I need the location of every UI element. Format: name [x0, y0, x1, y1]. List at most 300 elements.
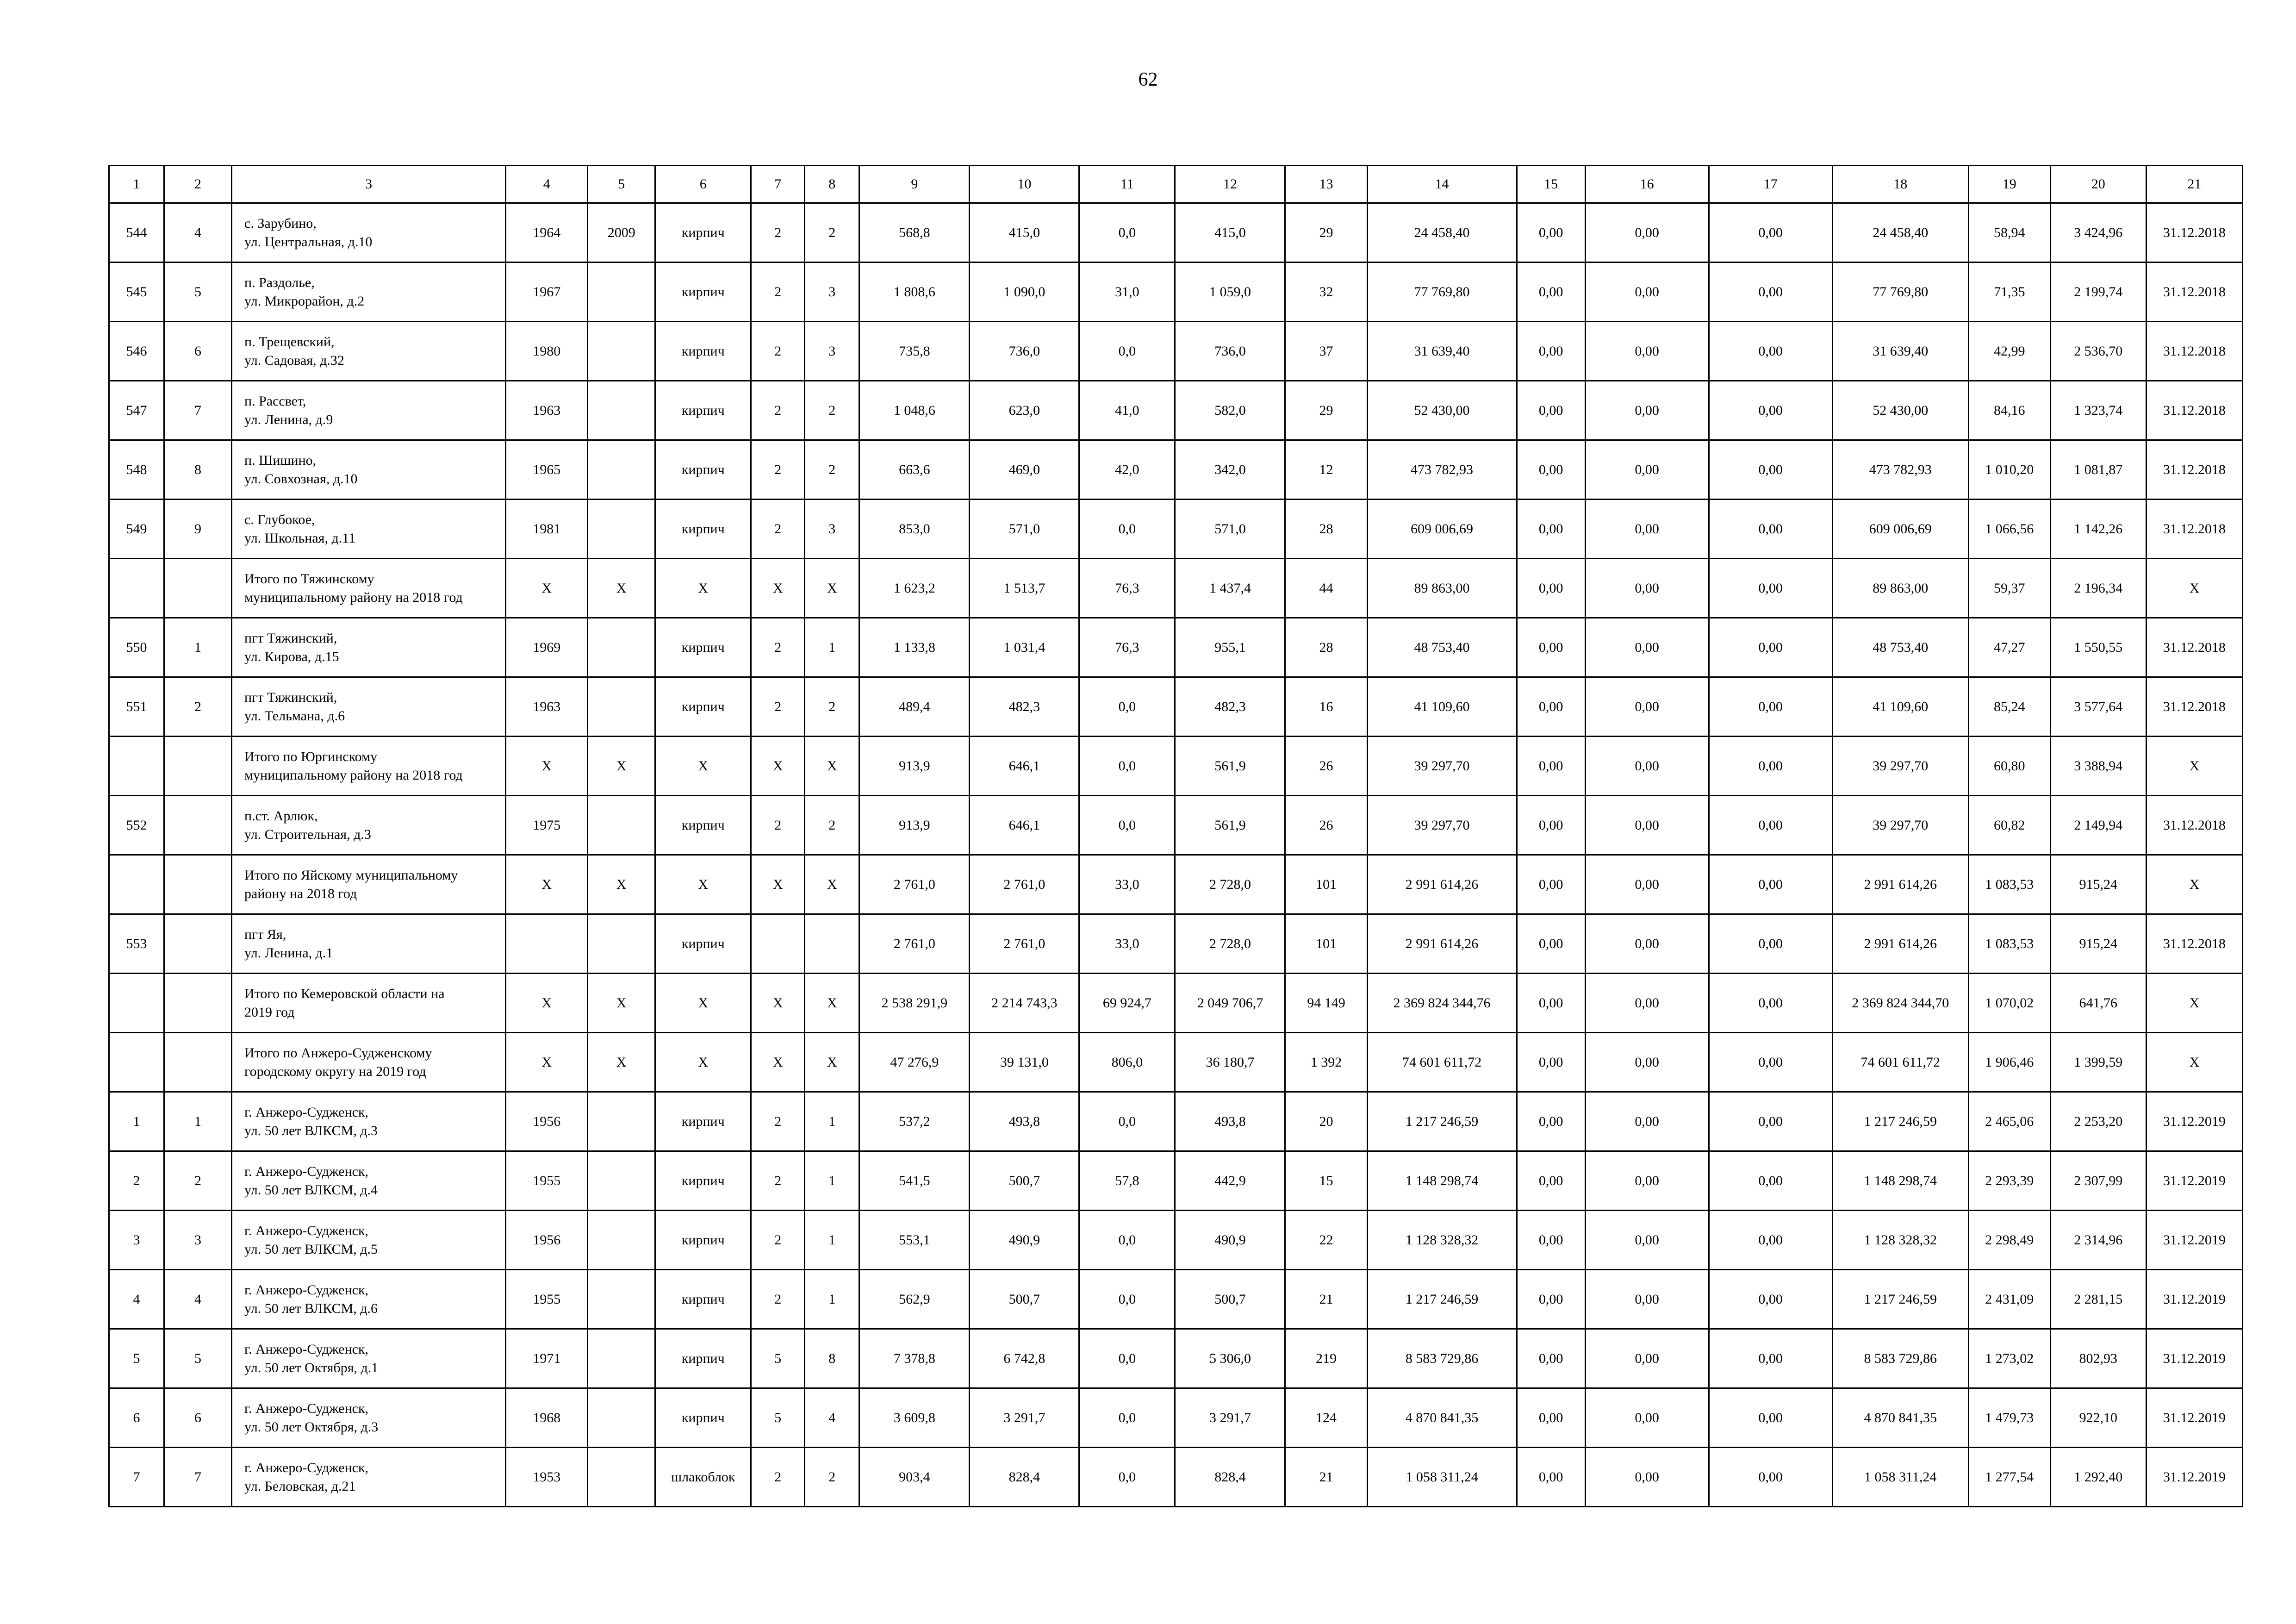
- table-cell-col-14: 8 583 729,86: [1367, 1329, 1517, 1388]
- table-cell-col-14: 39 297,70: [1367, 796, 1517, 855]
- table-cell-col-16: 0,00: [1585, 203, 1709, 262]
- table-cell-col-9: 1 133,8: [859, 618, 970, 677]
- table-row: [109, 914, 2243, 974]
- table-cell-col-6: X: [655, 559, 751, 618]
- table-cell-col-21: X: [2146, 855, 2242, 914]
- table-cell-col-16: 0,00: [1585, 1211, 1709, 1270]
- table-cell-col-6: кирпич: [655, 500, 751, 559]
- table-cell-col-6: кирпич: [655, 677, 751, 737]
- table-cell-col-5: 2009: [588, 203, 655, 262]
- table-cell-col-7: 2: [751, 1151, 805, 1211]
- table-cell-col-19: 1 010,20: [1968, 440, 2050, 500]
- table-row: [109, 1388, 2243, 1448]
- table-cell-col-10: 415,0: [970, 203, 1079, 262]
- table-cell-col-11: 0,0: [1079, 1388, 1175, 1448]
- header-cell-col-4: 4: [506, 166, 588, 203]
- table-cell-col-12: 736,0: [1175, 322, 1285, 381]
- table-cell-col-18: 2 369 824 344,70: [1832, 974, 1968, 1033]
- table-cell-col-12: 2 728,0: [1175, 855, 1285, 914]
- table-cell-col-18: 52 430,00: [1832, 381, 1968, 440]
- table-cell-col-19: 47,27: [1968, 618, 2050, 677]
- table-cell-col-7: 2: [751, 381, 805, 440]
- table-cell-col-16: 0,00: [1585, 381, 1709, 440]
- table-cell-col-8: 2: [805, 381, 859, 440]
- table-cell-col-1: [109, 974, 164, 1033]
- table-cell-col-16: 0,00: [1585, 1448, 1709, 1507]
- table-cell-col-13: 28: [1285, 618, 1367, 677]
- table-cell-col-20: 2 536,70: [2050, 322, 2146, 381]
- table-cell-col-6: X: [655, 855, 751, 914]
- table-cell-col-8: 1: [805, 618, 859, 677]
- table-cell-col-17: 0,00: [1709, 262, 1832, 322]
- table-cell-col-21: 31.12.2018: [2146, 203, 2242, 262]
- table-cell-col-5: [588, 381, 655, 440]
- table-cell-col-17: 0,00: [1709, 1151, 1832, 1211]
- table-cell-col-19: 2 431,09: [1968, 1270, 2050, 1329]
- table-cell-col-1: 1: [109, 1092, 164, 1151]
- table-cell-col-19: 2 293,39: [1968, 1151, 2050, 1211]
- table-cell-col-7: 2: [751, 322, 805, 381]
- table-cell-col-5: [588, 440, 655, 500]
- table-cell-col-10: 493,8: [970, 1092, 1079, 1151]
- table-cell-col-10: 2 761,0: [970, 855, 1079, 914]
- table-row: [109, 1151, 2243, 1211]
- header-cell-col-15: 15: [1517, 166, 1585, 203]
- table-cell-col-17: 0,00: [1709, 974, 1832, 1033]
- table-cell-col-20: 1 142,26: [2050, 500, 2146, 559]
- table-cell-col-15: 0,00: [1517, 1329, 1585, 1388]
- table-cell-col-7: 2: [751, 500, 805, 559]
- table-cell-col-21: 31.12.2019: [2146, 1211, 2242, 1270]
- table-cell-col-9: 568,8: [859, 203, 970, 262]
- table-cell-col-6: кирпич: [655, 1092, 751, 1151]
- table-cell-col-20: 2 196,34: [2050, 559, 2146, 618]
- table-cell-col-16: 0,00: [1585, 262, 1709, 322]
- table-cell-col-21: 31.12.2018: [2146, 500, 2242, 559]
- table-cell-col-9: 3 609,8: [859, 1388, 970, 1448]
- table-cell-col-16: 0,00: [1585, 974, 1709, 1033]
- table-cell-col-8: 2: [805, 1448, 859, 1507]
- table-cell-col-8: 2: [805, 796, 859, 855]
- table-cell-col-4: X: [506, 855, 588, 914]
- table-cell-col-1: 553: [109, 914, 164, 974]
- table-row: [109, 1092, 2243, 1151]
- table-cell-col-21: 31.12.2018: [2146, 381, 2242, 440]
- table-cell-col-7: [751, 914, 805, 974]
- table-cell-col-10: 736,0: [970, 322, 1079, 381]
- table-cell-col-15: 0,00: [1517, 1151, 1585, 1211]
- header-cell-col-11: 11: [1079, 166, 1175, 203]
- table-cell-col-3: Итого по Кемеровской области на 2019 год: [232, 974, 506, 1033]
- table-cell-col-21: 31.12.2018: [2146, 440, 2242, 500]
- table-cell-col-1: 551: [109, 677, 164, 737]
- table-cell-col-21: 31.12.2019: [2146, 1329, 2242, 1388]
- table-cell-col-2: 2: [164, 1151, 232, 1211]
- table-cell-col-20: 915,24: [2050, 855, 2146, 914]
- header-cell-col-20: 20: [2050, 166, 2146, 203]
- table-cell-col-7: X: [751, 737, 805, 796]
- table-cell-col-20: 802,93: [2050, 1329, 2146, 1388]
- table-cell-col-1: 552: [109, 796, 164, 855]
- table-cell-col-1: 548: [109, 440, 164, 500]
- table-cell-col-3: п.ст. Арлюк, ул. Строительная, д.3: [232, 796, 506, 855]
- table-cell-col-19: 60,82: [1968, 796, 2050, 855]
- table-cell-col-19: 1 070,02: [1968, 974, 2050, 1033]
- table-cell-col-7: X: [751, 855, 805, 914]
- table-cell-col-12: 1 437,4: [1175, 559, 1285, 618]
- table-cell-col-16: 0,00: [1585, 677, 1709, 737]
- table-cell-col-11: 41,0: [1079, 381, 1175, 440]
- table-cell-col-6: X: [655, 1033, 751, 1092]
- table-cell-col-20: 3 577,64: [2050, 677, 2146, 737]
- table-cell-col-12: 571,0: [1175, 500, 1285, 559]
- table-cell-col-20: 3 388,94: [2050, 737, 2146, 796]
- table-cell-col-1: [109, 855, 164, 914]
- table-cell-col-15: 0,00: [1517, 914, 1585, 974]
- table-cell-col-1: [109, 737, 164, 796]
- table-cell-col-1: 546: [109, 322, 164, 381]
- table-cell-col-9: 1 808,6: [859, 262, 970, 322]
- table-cell-col-19: 1 277,54: [1968, 1448, 2050, 1507]
- table-cell-col-9: 1 623,2: [859, 559, 970, 618]
- table-cell-col-11: 0,0: [1079, 203, 1175, 262]
- table-cell-col-15: 0,00: [1517, 1448, 1585, 1507]
- table-cell-col-21: X: [2146, 737, 2242, 796]
- table-cell-col-19: 1 479,73: [1968, 1388, 2050, 1448]
- table-row: [109, 322, 2243, 381]
- table-row: [109, 737, 2243, 796]
- table-cell-col-5: [588, 914, 655, 974]
- table-cell-col-12: 482,3: [1175, 677, 1285, 737]
- table-cell-col-20: 641,76: [2050, 974, 2146, 1033]
- table-cell-col-1: 2: [109, 1151, 164, 1211]
- table-cell-col-20: 2 314,96: [2050, 1211, 2146, 1270]
- table-cell-col-18: 2 991 614,26: [1832, 914, 1968, 974]
- table-cell-col-21: 31.12.2018: [2146, 796, 2242, 855]
- table-cell-col-11: 76,3: [1079, 559, 1175, 618]
- header-cell-col-3: 3: [232, 166, 506, 203]
- table-cell-col-18: 2 991 614,26: [1832, 855, 1968, 914]
- table-cell-col-15: 0,00: [1517, 381, 1585, 440]
- table-cell-col-17: 0,00: [1709, 618, 1832, 677]
- header-cell-col-1: 1: [109, 166, 164, 203]
- table-cell-col-3: Итого по Тяжинскому муниципальному району на 2018 год: [232, 559, 506, 618]
- table-cell-col-12: 561,9: [1175, 737, 1285, 796]
- table-cell-col-4: 1967: [506, 262, 588, 322]
- table-cell-col-8: 2: [805, 677, 859, 737]
- table-cell-col-18: 74 601 611,72: [1832, 1033, 1968, 1092]
- table-cell-col-8: 3: [805, 500, 859, 559]
- table-cell-col-8: X: [805, 974, 859, 1033]
- table-header-row: [109, 166, 2243, 203]
- header-cell-col-14: 14: [1367, 166, 1517, 203]
- table-cell-col-8: X: [805, 737, 859, 796]
- table-cell-col-19: 1 273,02: [1968, 1329, 2050, 1388]
- table-cell-col-8: 3: [805, 262, 859, 322]
- table-cell-col-16: 0,00: [1585, 618, 1709, 677]
- register-table: [108, 165, 2243, 1507]
- table-cell-col-7: X: [751, 974, 805, 1033]
- table-cell-col-19: 2 298,49: [1968, 1211, 2050, 1270]
- table-cell-col-11: 0,0: [1079, 1092, 1175, 1151]
- table-cell-col-2: [164, 737, 232, 796]
- table-row: [109, 1448, 2243, 1507]
- table-cell-col-12: 342,0: [1175, 440, 1285, 500]
- table-cell-col-3: п. Раздолье, ул. Микрорайон, д.2: [232, 262, 506, 322]
- table-cell-col-6: шлакоблок: [655, 1448, 751, 1507]
- table-cell-col-15: 0,00: [1517, 1270, 1585, 1329]
- table-cell-col-7: X: [751, 559, 805, 618]
- table-cell-col-17: 0,00: [1709, 322, 1832, 381]
- table-cell-col-4: X: [506, 1033, 588, 1092]
- table-cell-col-21: 31.12.2019: [2146, 1448, 2242, 1507]
- table-cell-col-14: 1 217 246,59: [1367, 1092, 1517, 1151]
- table-cell-col-8: X: [805, 559, 859, 618]
- table-cell-col-2: [164, 796, 232, 855]
- table-cell-col-13: 28: [1285, 500, 1367, 559]
- table-cell-col-20: 1 323,74: [2050, 381, 2146, 440]
- table-cell-col-6: кирпич: [655, 1270, 751, 1329]
- table-cell-col-18: 8 583 729,86: [1832, 1329, 1968, 1388]
- table-cell-col-6: кирпич: [655, 440, 751, 500]
- table-cell-col-4: 1963: [506, 677, 588, 737]
- table-cell-col-7: 2: [751, 262, 805, 322]
- table-cell-col-6: X: [655, 737, 751, 796]
- table-cell-col-1: 547: [109, 381, 164, 440]
- table-cell-col-17: 0,00: [1709, 796, 1832, 855]
- table-cell-col-21: 31.12.2018: [2146, 677, 2242, 737]
- table-cell-col-15: 0,00: [1517, 855, 1585, 914]
- table-cell-col-13: 44: [1285, 559, 1367, 618]
- table-cell-col-16: 0,00: [1585, 1329, 1709, 1388]
- table-cell-col-17: 0,00: [1709, 1211, 1832, 1270]
- table-cell-col-9: 553,1: [859, 1211, 970, 1270]
- table-cell-col-20: 2 307,99: [2050, 1151, 2146, 1211]
- table-cell-col-18: 39 297,70: [1832, 737, 1968, 796]
- table-cell-col-17: 0,00: [1709, 559, 1832, 618]
- table-cell-col-1: 544: [109, 203, 164, 262]
- table-cell-col-5: X: [588, 974, 655, 1033]
- table-cell-col-8: 2: [805, 440, 859, 500]
- table-row: [109, 796, 2243, 855]
- table-cell-col-21: 31.12.2019: [2146, 1388, 2242, 1448]
- table-cell-col-1: 3: [109, 1211, 164, 1270]
- table-cell-col-11: 0,0: [1079, 500, 1175, 559]
- header-cell-col-13: 13: [1285, 166, 1367, 203]
- table-cell-col-11: 0,0: [1079, 322, 1175, 381]
- table-cell-col-13: 29: [1285, 203, 1367, 262]
- table-cell-col-18: 1 217 246,59: [1832, 1092, 1968, 1151]
- table-cell-col-14: 1 217 246,59: [1367, 1270, 1517, 1329]
- table-cell-col-19: 60,80: [1968, 737, 2050, 796]
- table-row: [109, 203, 2243, 262]
- table-cell-col-3: пгт Тяжинский, ул. Кирова, д.15: [232, 618, 506, 677]
- table-cell-col-19: 42,99: [1968, 322, 2050, 381]
- header-cell-col-21: 21: [2146, 166, 2242, 203]
- table-cell-col-18: 609 006,69: [1832, 500, 1968, 559]
- table-cell-col-5: [588, 1211, 655, 1270]
- table-cell-col-6: кирпич: [655, 1211, 751, 1270]
- table-cell-col-18: 24 458,40: [1832, 203, 1968, 262]
- table-cell-col-14: 2 369 824 344,76: [1367, 974, 1517, 1033]
- table-cell-col-10: 2 761,0: [970, 914, 1079, 974]
- table-cell-col-18: 89 863,00: [1832, 559, 1968, 618]
- table-cell-col-4: 1953: [506, 1448, 588, 1507]
- header-cell-col-16: 16: [1585, 166, 1709, 203]
- table-cell-col-13: 21: [1285, 1270, 1367, 1329]
- table-cell-col-20: 2 199,74: [2050, 262, 2146, 322]
- table-cell-col-6: кирпич: [655, 262, 751, 322]
- table-cell-col-7: 5: [751, 1388, 805, 1448]
- table-cell-col-19: 85,24: [1968, 677, 2050, 737]
- table-cell-col-3: г. Анжеро-Судженск, ул. 50 лет ВЛКСМ, д.6: [232, 1270, 506, 1329]
- table-cell-col-16: 0,00: [1585, 440, 1709, 500]
- table-cell-col-3: п. Шишино, ул. Совхозная, д.10: [232, 440, 506, 500]
- table-cell-col-7: 2: [751, 1092, 805, 1151]
- table-cell-col-21: X: [2146, 1033, 2242, 1092]
- table-cell-col-14: 1 148 298,74: [1367, 1151, 1517, 1211]
- table-cell-col-11: 42,0: [1079, 440, 1175, 500]
- table-cell-col-19: 71,35: [1968, 262, 2050, 322]
- table-cell-col-10: 490,9: [970, 1211, 1079, 1270]
- table-cell-col-18: 4 870 841,35: [1832, 1388, 1968, 1448]
- table-cell-col-17: 0,00: [1709, 1092, 1832, 1151]
- table-cell-col-5: [588, 1270, 655, 1329]
- table-cell-col-11: 69 924,7: [1079, 974, 1175, 1033]
- table-cell-col-13: 12: [1285, 440, 1367, 500]
- table-cell-col-10: 1 090,0: [970, 262, 1079, 322]
- table-cell-col-10: 623,0: [970, 381, 1079, 440]
- table-cell-col-11: 0,0: [1079, 796, 1175, 855]
- table-cell-col-18: 1 217 246,59: [1832, 1270, 1968, 1329]
- table-cell-col-9: 913,9: [859, 796, 970, 855]
- table-cell-col-16: 0,00: [1585, 796, 1709, 855]
- table-cell-col-20: 2 253,20: [2050, 1092, 2146, 1151]
- table-cell-col-2: [164, 1033, 232, 1092]
- table-cell-col-1: 550: [109, 618, 164, 677]
- header-cell-col-2: 2: [164, 166, 232, 203]
- table-cell-col-5: X: [588, 737, 655, 796]
- table-cell-col-3: п. Трещевский, ул. Садовая, д.32: [232, 322, 506, 381]
- table-cell-col-5: X: [588, 559, 655, 618]
- table-cell-col-6: кирпич: [655, 914, 751, 974]
- table-cell-col-15: 0,00: [1517, 618, 1585, 677]
- table-cell-col-3: Итого по Анжеро-Судженскому городскому округу на 2019 год: [232, 1033, 506, 1092]
- table-cell-col-7: 2: [751, 1270, 805, 1329]
- table-cell-col-6: кирпич: [655, 1329, 751, 1388]
- page-number: 62: [1138, 69, 1158, 90]
- table-cell-col-8: 3: [805, 322, 859, 381]
- table-cell-col-6: кирпич: [655, 796, 751, 855]
- table-cell-col-12: 1 059,0: [1175, 262, 1285, 322]
- table-cell-col-3: г. Анжеро-Судженск, ул. 50 лет Октября, д.3: [232, 1388, 506, 1448]
- table-cell-col-16: 0,00: [1585, 737, 1709, 796]
- table-cell-col-7: 2: [751, 1211, 805, 1270]
- table-cell-col-9: 537,2: [859, 1092, 970, 1151]
- table-cell-col-18: 77 769,80: [1832, 262, 1968, 322]
- table-cell-col-13: 101: [1285, 855, 1367, 914]
- table-cell-col-1: 5: [109, 1329, 164, 1388]
- table-cell-col-3: с. Глубокое, ул. Школьная, д.11: [232, 500, 506, 559]
- table-cell-col-11: 0,0: [1079, 737, 1175, 796]
- table-cell-col-17: 0,00: [1709, 500, 1832, 559]
- header-cell-col-9: 9: [859, 166, 970, 203]
- table-cell-col-5: [588, 1448, 655, 1507]
- table-cell-col-8: X: [805, 855, 859, 914]
- table-cell-col-17: 0,00: [1709, 203, 1832, 262]
- table-cell-col-16: 0,00: [1585, 1092, 1709, 1151]
- table-cell-col-17: 0,00: [1709, 440, 1832, 500]
- table-cell-col-21: X: [2146, 559, 2242, 618]
- table-cell-col-9: 541,5: [859, 1151, 970, 1211]
- table-cell-col-10: 2 214 743,3: [970, 974, 1079, 1033]
- table-cell-col-16: 0,00: [1585, 855, 1709, 914]
- table-cell-col-17: 0,00: [1709, 914, 1832, 974]
- table-cell-col-5: [588, 1151, 655, 1211]
- table-row: [109, 1329, 2243, 1388]
- header-cell-col-5: 5: [588, 166, 655, 203]
- table-cell-col-14: 24 458,40: [1367, 203, 1517, 262]
- table-cell-col-11: 33,0: [1079, 855, 1175, 914]
- table-cell-col-18: 31 639,40: [1832, 322, 1968, 381]
- table-cell-col-2: 7: [164, 1448, 232, 1507]
- table-cell-col-11: 0,0: [1079, 1329, 1175, 1388]
- table-cell-col-9: 562,9: [859, 1270, 970, 1329]
- table-cell-col-4: X: [506, 974, 588, 1033]
- table-cell-col-2: [164, 974, 232, 1033]
- table-cell-col-7: 2: [751, 1448, 805, 1507]
- table-cell-col-21: 31.12.2018: [2146, 322, 2242, 381]
- table-cell-col-15: 0,00: [1517, 440, 1585, 500]
- table-cell-col-9: 1 048,6: [859, 381, 970, 440]
- table-cell-col-4: X: [506, 559, 588, 618]
- table-cell-col-20: 1 399,59: [2050, 1033, 2146, 1092]
- table-cell-col-13: 15: [1285, 1151, 1367, 1211]
- table-cell-col-2: 7: [164, 381, 232, 440]
- table-cell-col-12: 493,8: [1175, 1092, 1285, 1151]
- table-cell-col-8: 8: [805, 1329, 859, 1388]
- table-cell-col-2: [164, 914, 232, 974]
- table-cell-col-6: кирпич: [655, 203, 751, 262]
- table-cell-col-16: 0,00: [1585, 559, 1709, 618]
- table-cell-col-14: 52 430,00: [1367, 381, 1517, 440]
- table-cell-col-20: 915,24: [2050, 914, 2146, 974]
- table-cell-col-17: 0,00: [1709, 1270, 1832, 1329]
- table-cell-col-10: 646,1: [970, 796, 1079, 855]
- table-cell-col-12: 415,0: [1175, 203, 1285, 262]
- table-cell-col-4: 1980: [506, 322, 588, 381]
- table-cell-col-2: 5: [164, 262, 232, 322]
- table-cell-col-9: 663,6: [859, 440, 970, 500]
- table-cell-col-14: 2 991 614,26: [1367, 855, 1517, 914]
- table-cell-col-10: 500,7: [970, 1151, 1079, 1211]
- table-cell-col-14: 31 639,40: [1367, 322, 1517, 381]
- table-cell-col-15: 0,00: [1517, 559, 1585, 618]
- header-cell-col-6: 6: [655, 166, 751, 203]
- table-row: [109, 677, 2243, 737]
- table-cell-col-3: пгт Яя, ул. Ленина, д.1: [232, 914, 506, 974]
- table-cell-col-14: 473 782,93: [1367, 440, 1517, 500]
- table-cell-col-17: 0,00: [1709, 1329, 1832, 1388]
- table-cell-col-19: 58,94: [1968, 203, 2050, 262]
- table-cell-col-14: 2 991 614,26: [1367, 914, 1517, 974]
- table-cell-col-8: [805, 914, 859, 974]
- header-cell-col-8: 8: [805, 166, 859, 203]
- table-cell-col-21: 31.12.2019: [2146, 1270, 2242, 1329]
- table-cell-col-1: 6: [109, 1388, 164, 1448]
- table-cell-col-13: 22: [1285, 1211, 1367, 1270]
- table-cell-col-19: 59,37: [1968, 559, 2050, 618]
